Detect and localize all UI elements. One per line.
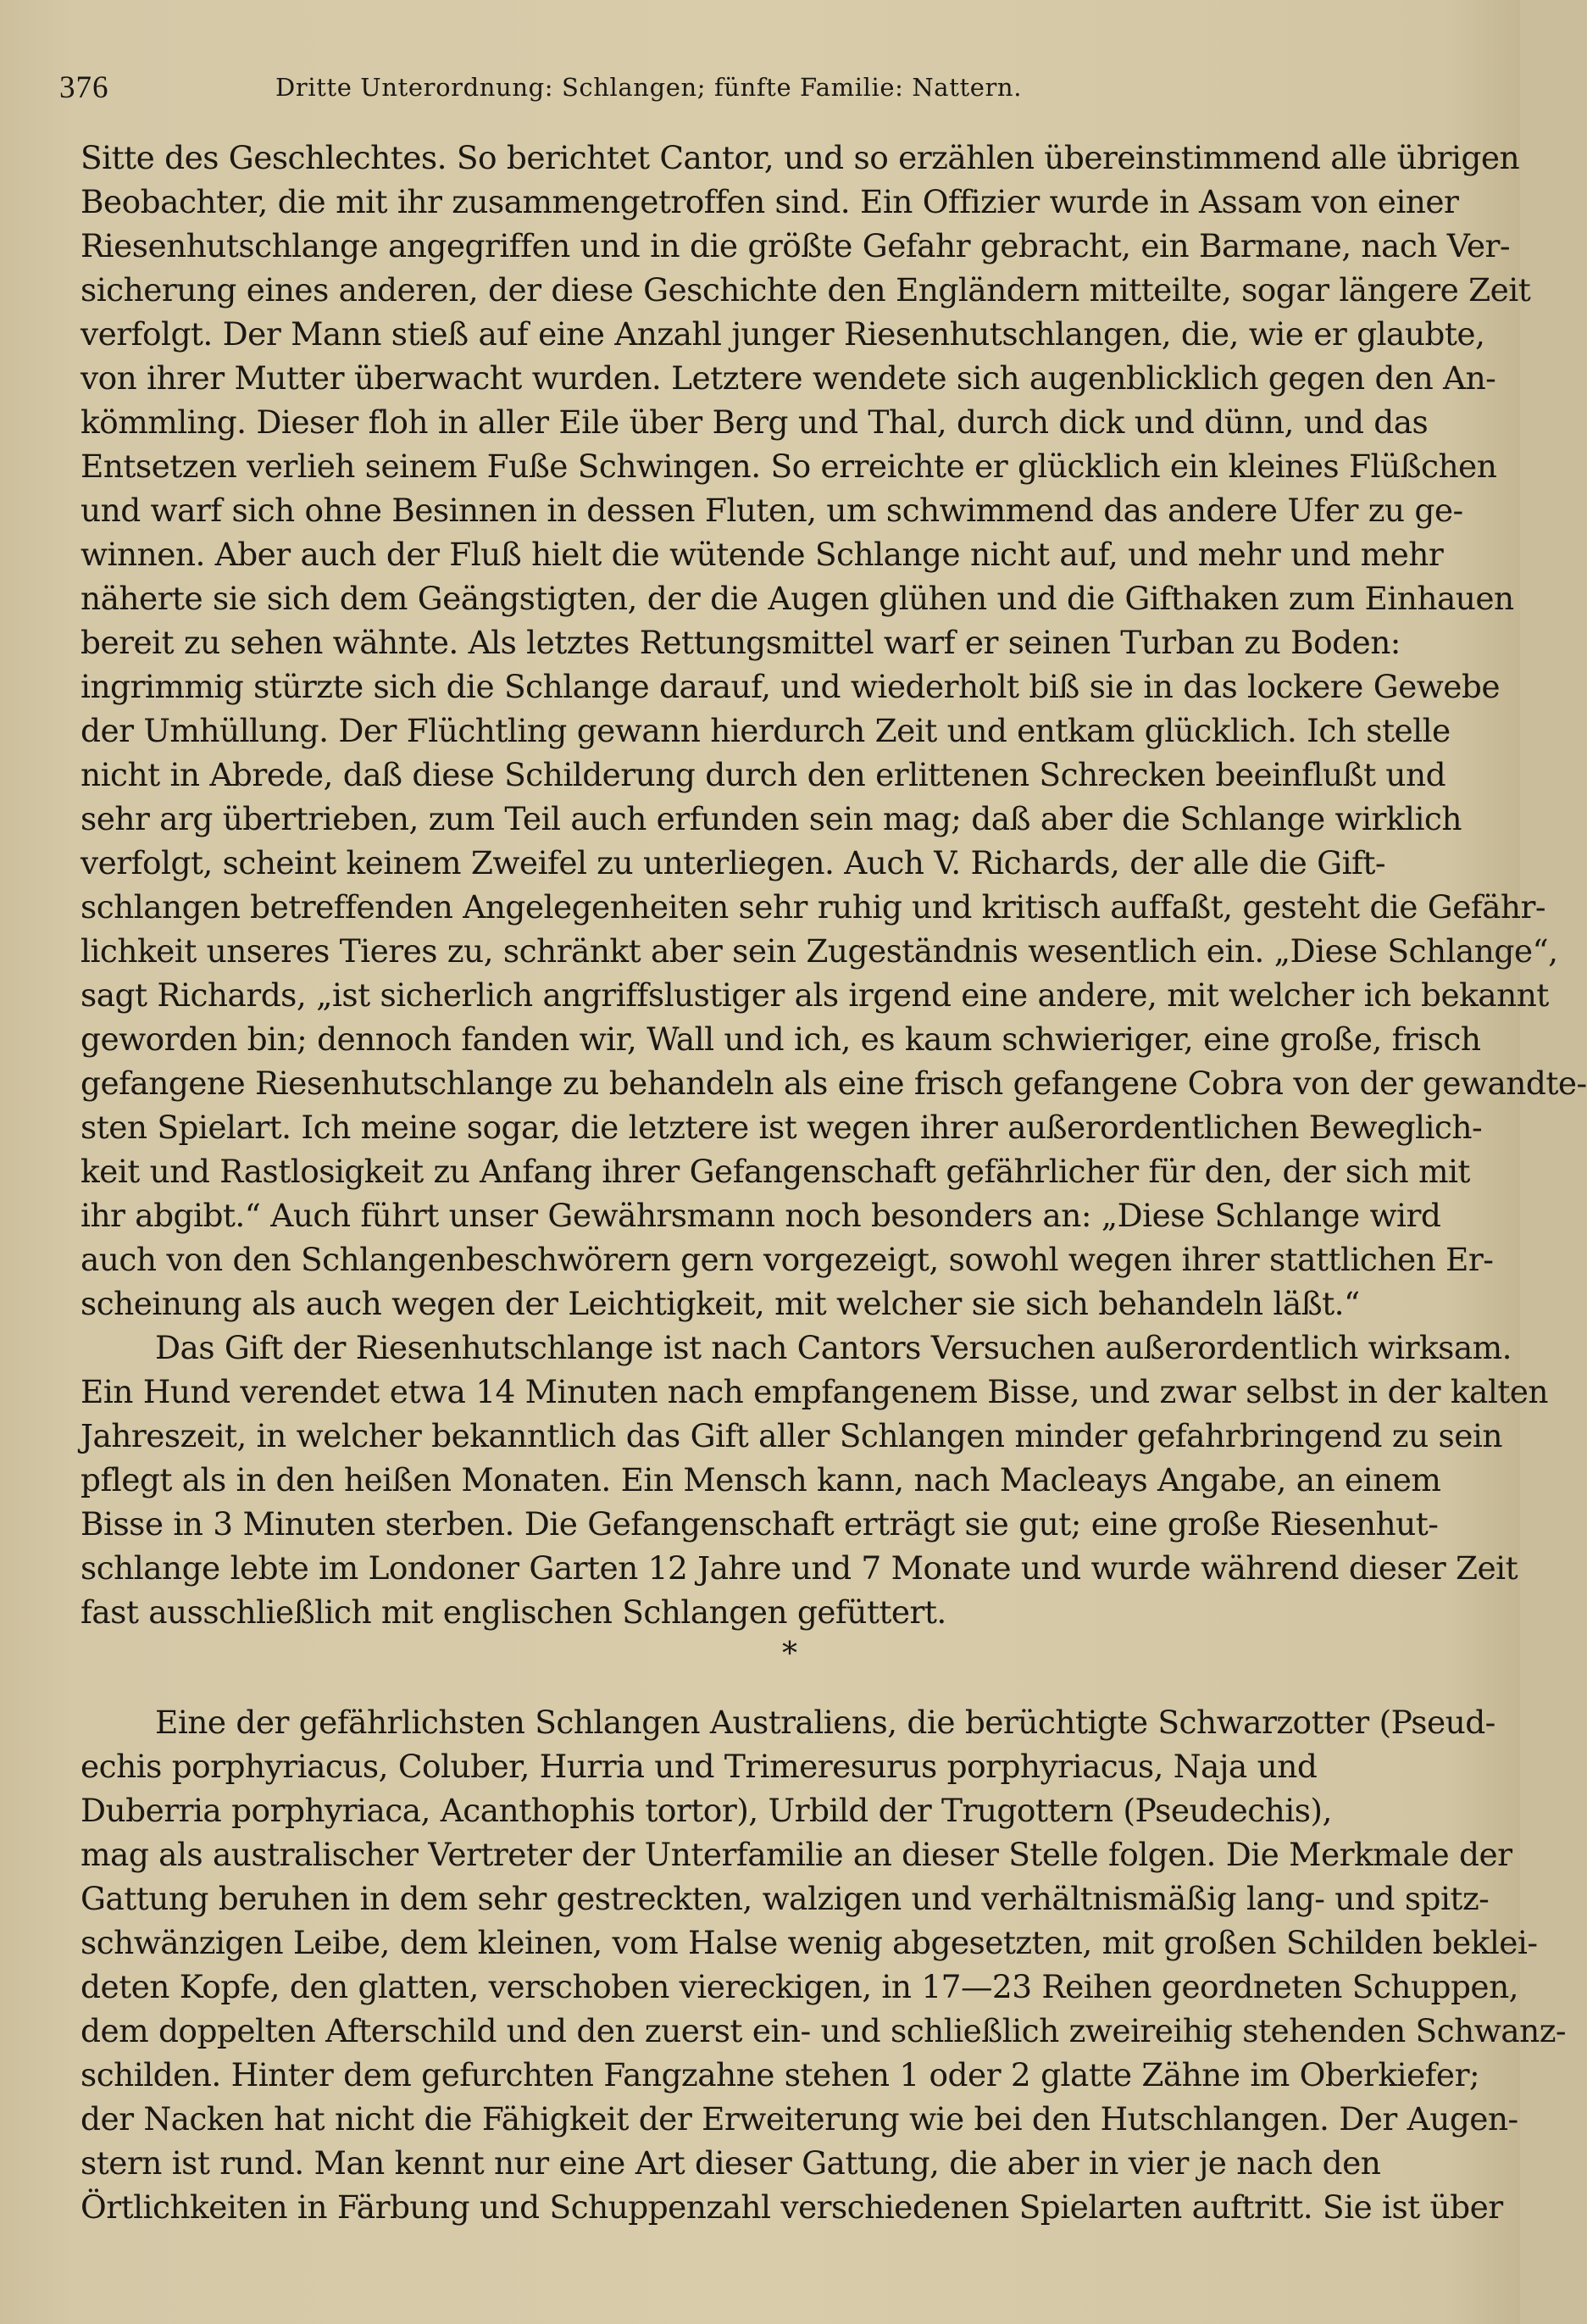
text-line: ingrimmig stürzte sich die Schlange darauf, und wiederholt biß sie in das lockere Gewebe	[80, 668, 1501, 705]
text-line: geworden bin; dennoch fanden wir, Wall und ich, es kaum schwieriger, eine große, frisch	[80, 1020, 1481, 1058]
text-line: Eine der gefährlichsten Schlangen Australiens, die berüchtigte Schwarzotter (Pseud-	[155, 1704, 1495, 1741]
text-line: schilden. Hinter dem gefurchten Fangzahne stehen 1 oder 2 glatte Zähne im Oberkiefer;	[80, 2056, 1480, 2093]
text-line: verfolgt. Der Mann stieß auf eine Anzahl junger Riesenhutschlangen, die, wie er glaubte,	[80, 315, 1485, 353]
text-line: pflegt als in den heißen Monaten. Ein Mensch kann, nach Macleays Angabe, an einem	[80, 1461, 1441, 1498]
text-line: lichkeit unseres Tieres zu, schränkt aber sein Zugeständnis wesentlich ein. „Diese Schlange“,	[80, 932, 1558, 970]
text-line: sagt Richards, „ist sicherlich angriffslustiger als irgend eine andere, mit welcher ich bekannt	[80, 976, 1549, 1014]
text-line: Jahreszeit, in welcher bekanntlich das Gift aller Schlangen minder gefahrbringend zu sein	[80, 1417, 1502, 1454]
text-line: Ein Hund verendet etwa 14 Minuten nach empfangenem Bisse, und zwar selbst in der kalten	[80, 1373, 1549, 1410]
text-line: dem doppelten Afterschild und den zuerst ein- und schließlich zweireihig stehenden Schwanz-	[80, 2012, 1567, 2049]
text-line: verfolgt, scheint keinem Zweifel zu unterliegen. Auch V. Richards, der alle die Gift-	[80, 844, 1386, 881]
text-line: Duberria porphyriaca, Acanthophis tortor), Urbild der Trugottern (Pseudechis),	[80, 1792, 1332, 1829]
text-line: und warf sich ohne Besinnen in dessen Fluten, um schwimmend das andere Ufer zu ge-	[80, 492, 1463, 529]
text-line: sten Spielart. Ich meine sogar, die letztere ist wegen ihrer außerordentlichen Beweglich-	[80, 1109, 1483, 1146]
text-line: winnen. Aber auch der Fluß hielt die wütende Schlange nicht auf, und mehr und mehr	[80, 536, 1444, 573]
text-line: mag als australischer Vertreter der Unterfamilie an dieser Stelle folgen. Die Merkmale der	[80, 1836, 1512, 1873]
text-line: fast ausschließlich mit englischen Schlangen gefüttert.	[80, 1593, 946, 1631]
text-line: der Nacken hat nicht die Fähigkeit der Erweiterung wie bei den Hutschlangen. Der Augen-	[80, 2100, 1518, 2138]
text-line: echis porphyriacus, Coluber, Hurria und Trimeresurus porphyriacus, Naja und	[80, 1748, 1318, 1785]
text-line: schlange lebte im Londoner Garten 12 Jahre und 7 Monate und wurde während dieser Zeit	[80, 1549, 1518, 1587]
text-line: stern ist rund. Man kennt nur eine Art dieser Gattung, die aber in vier je nach den	[80, 2144, 1381, 2182]
text-line: der Umhüllung. Der Flüchtling gewann hierdurch Zeit und entkam glücklich. Ich stelle	[80, 712, 1451, 749]
page-header	[59, 69, 1444, 114]
text-line: Örtlichkeiten in Färbung und Schuppenzahl verschiedenen Spielarten auftritt. Sie ist über	[80, 2188, 1503, 2226]
text-line: Bisse in 3 Minuten sterben. Die Gefangenschaft erträgt sie gut; eine große Riesenhut-	[80, 1505, 1439, 1543]
text-line: sicherung eines anderen, der diese Geschichte den Engländern mitteilte, sogar längere Zeit	[80, 271, 1531, 309]
page-number: 376	[59, 70, 109, 105]
paragraph-venom	[80, 1326, 1549, 1634]
text-line: näherte sie sich dem Geängstigten, der die Augen glühen und die Gifthaken zum Einhauen	[80, 580, 1514, 617]
running-head: Dritte Unterordnung: Schlangen; fünfte Familie: Nattern.	[275, 73, 1023, 102]
paragraph-cantor-account	[80, 136, 1587, 1326]
text-line: Gattung beruhen in dem sehr gestreckten, walzigen und verhältnismäßig lang- und spitz-	[80, 1880, 1490, 1917]
text-line: schwänzigen Leibe, dem kleinen, vom Halse wenig abgesetzten, mit großen Schilden beklei-	[80, 1924, 1538, 1961]
text-line: Riesenhutschlange angegriffen und in die größte Gefahr gebracht, ein Barmane, nach Ver-	[80, 227, 1510, 264]
body-text-upper	[80, 136, 1587, 1631]
text-line: schlangen betreffenden Angelegenheiten sehr ruhig und kritisch auffaßt, gesteht die Gefähr-	[80, 888, 1546, 926]
text-line: Das Gift der Riesenhutschlange ist nach Cantors Versuchen außerordentlich wirksam.	[155, 1329, 1512, 1366]
text-line: Beobachter, die mit ihr zusammengetroffen sind. Ein Offizier wurde in Assam von einer	[80, 183, 1459, 220]
text-line: ihr abgibt.“ Auch führt unser Gewährsmann noch besonders an: „Diese Schlange wird	[80, 1197, 1441, 1234]
text-line: scheinung als auch wegen der Leichtigkeit, mit welcher sie sich behandeln läßt.“	[80, 1285, 1360, 1322]
text-line: nicht in Abrede, daß diese Schilderung durch den erlittenen Schrecken beeinflußt und	[80, 756, 1446, 793]
paragraph-schwarzotter	[80, 1700, 1567, 2229]
text-line: sehr arg übertrieben, zum Teil auch erfunden sein mag; daß aber die Schlange wirklich	[80, 800, 1462, 837]
text-line: Entsetzen verlieh seinem Fuße Schwingen. So erreichte er glücklich ein kleines Flüßchen	[80, 448, 1497, 485]
text-line: auch von den Schlangenbeschwörern gern vorgezeigt, sowohl wegen ihrer stattlichen Er-	[80, 1241, 1494, 1278]
text-line: keit und Rastlosigkeit zu Anfang ihrer Gefangenschaft gefährlicher für den, der sich mit	[80, 1153, 1470, 1190]
body-text-lower	[80, 1700, 1567, 2251]
section-separator: *	[782, 1637, 797, 1671]
text-line: gefangene Riesenhutschlange zu behandeln als eine frisch gefangene Cobra von der gewandte-	[80, 1065, 1587, 1102]
text-line: deten Kopfe, den glatten, verschoben viereckigen, in 17—23 Reihen geordneten Schuppen,	[80, 1968, 1519, 2005]
text-line: von ihrer Mutter überwacht wurden. Letztere wendete sich augenblicklich gegen den An-	[80, 359, 1496, 397]
text-line: Sitte des Geschlechtes. So berichtet Cantor, und so erzählen übereinstimmend alle übrigen	[80, 139, 1520, 176]
text-line: bereit zu sehen wähnte. Als letztes Rettungsmittel warf er seinen Turban zu Boden:	[80, 624, 1401, 661]
text-line: kömmling. Dieser floh in aller Eile über Berg und Thal, durch dick und dünn, und das	[80, 403, 1429, 441]
